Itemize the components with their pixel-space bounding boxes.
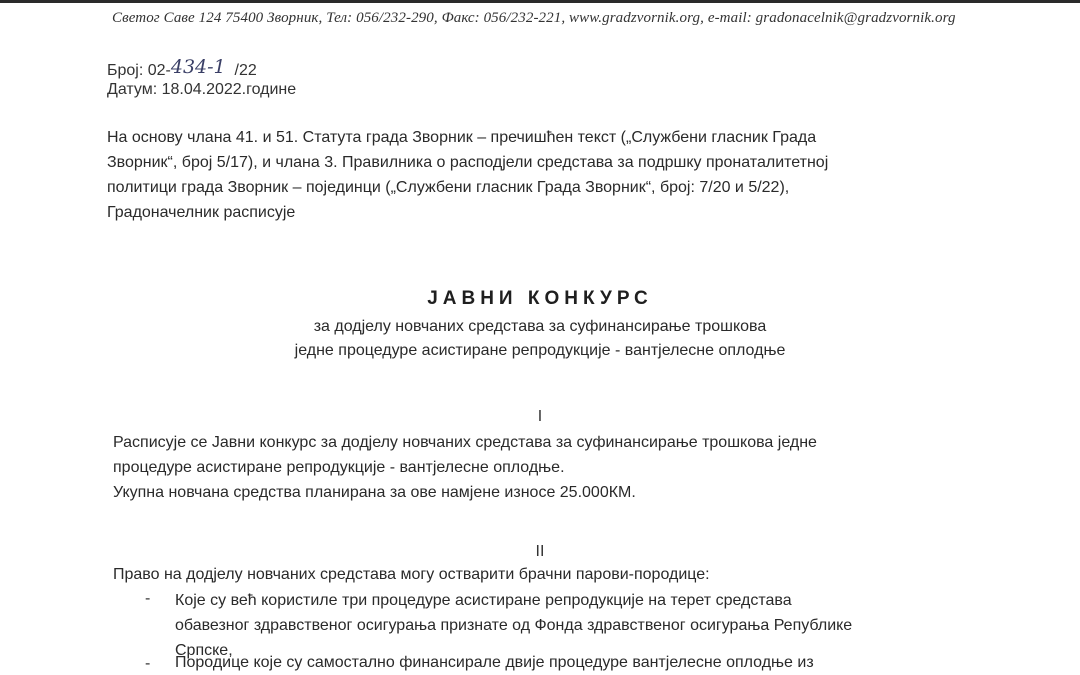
document-number-prefix: Број: 02- [107,62,171,79]
section-1-line: Укупна новчана средства планирана за ове намјене износе 25.000КМ. [113,484,636,501]
letterhead-contact-line: Светог Саве 124 75400 Зворник, Тел: 056/232-290, Факс: 056/232-221, www.gradzvornik.org, e-mail: gradonacelnik@gradzvornik.org [112,10,956,26]
list-item-dash: - [145,655,151,672]
document-number [107,58,257,80]
section-1-line: процедуре асистиране репродукције - вантјелесне оплодње. [113,459,565,476]
list-item-dash: - [145,590,151,607]
intro-line: Зворник“, број 5/17), и члана 3. Правилника о расподјели средстава за подршку пронаталитетној [107,154,829,171]
document-number-handwritten: 434-1 [170,56,226,78]
list-item-line: Српске, [175,642,233,659]
intro-line: политици града Зворник – појединци („Службени гласник Града Зворник“, број: 7/20 и 5/22), [107,179,790,196]
section-numeral-1: I [537,408,543,425]
list-item-line: Које су већ користиле три процедуре асистиране репродукције на терет средстава [175,592,792,609]
document-date: Датум: 18.04.2022.године [107,81,297,98]
intro-line: На основу члана 41. и 51. Статута града Зворник – пречишћен текст („Службени гласник Града [107,129,817,146]
letterhead-rule [0,0,1080,3]
section-numeral-2: II [535,543,545,560]
intro-line: Градоначелник расписује [107,204,296,221]
section-1-body [113,430,913,505]
list-item-line: Породице које су самостално финансирале двије процедуре вантјелесне оплодње из [175,654,814,671]
document-title: ЈАВНИ КОНКУРС [427,288,653,309]
list-item-line: обавезног здравственог осигурања признате од Фонда здравственог осигурања Републике [175,617,853,634]
list-item-text [175,650,920,675]
document-subtitle-line2: једне процедуре асистиране репродукције - вантјелесне оплодње [294,342,786,359]
intro-paragraph [107,125,917,225]
document-number-suffix: /22 [234,62,257,79]
section-1-line: Расписује се Јавни конкурс за додјелу новчаних средстава за суфинансирање трошкова једне [113,434,817,451]
section-2-intro: Право на додјелу новчаних средстава могу остварити брачни парови-породице: [113,566,710,583]
document-subtitle-line1: за додјелу новчаних средстава за суфинансирање трошкова [313,318,767,335]
